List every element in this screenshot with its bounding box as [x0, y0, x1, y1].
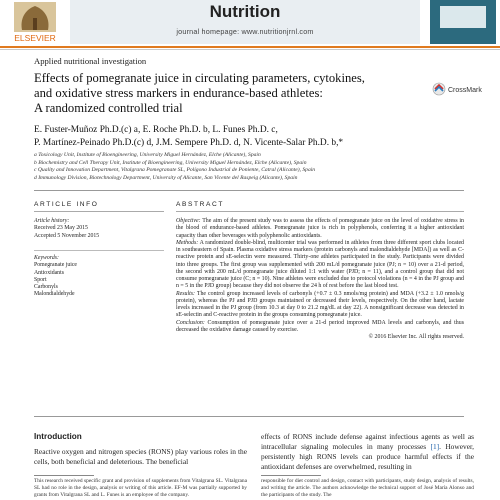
introduction-text-continued: effects of RONS include defense against infectious agents as well as intracellular signaling molecules in many processes [1]. However, persistently high RONS levels can produce harmful effects if the antioxidant defenses are overwhelmed, resulting in	[261, 432, 474, 471]
history-label: Article history:	[34, 218, 70, 224]
accepted-date: Accepted 5 November 2015	[34, 232, 100, 239]
footnote-divider	[261, 475, 321, 476]
section-divider	[34, 416, 464, 417]
elsevier-wordmark: ELSEVIER	[14, 33, 56, 43]
title-line: A randomized controlled trial	[34, 100, 183, 115]
introduction-heading: Introduction	[34, 432, 82, 441]
keywords	[34, 255, 164, 299]
header-divider-thin	[0, 49, 500, 50]
keyword: Pomegranate juice	[34, 262, 77, 269]
journal-title: Nutrition	[209, 2, 281, 21]
keyword: Malondialdehyde	[34, 291, 75, 298]
article-info-divider	[34, 211, 164, 212]
abstract-body	[176, 218, 464, 341]
footnote: responsible for diet control and design, contact with participants, study design, analysis of results, and writing the article. The authors acknowledge the technical support of José María Alonso and the participants of the study. The	[261, 478, 474, 498]
keyword: Sport	[34, 276, 47, 283]
article-history	[34, 218, 164, 240]
abstract-methods: Methods: A randomized double-blind, multicenter trial was performed in athletes from three different sport clubs located in southeastern of Spain. Plasma oxidative stress markers (protein carbonyls and malondialdehyde [MDA]) as well as C-reactive protein and sE-selectin were measured. Thirty-one athletes participated in the study. Participants were divided into three groups. The first group was supplemented with 200 mL/d pomegranate juice (PJ; n = 10) over a 21-d period, the second with 200 mL/d pomegranate juice diluted 1:1 with water (PJD; n = 11), and a control group that did not consume pomegranate juice (C; n = 10). Nine athletes were excluded due to protocol violations (n = 4 in the PJ group and n = 5 in the PJD group) because they did not observe the 24 h of rest before the last blood test.	[176, 239, 464, 290]
abstract-conclusion: Conclusion: Consumption of pomegranate juice over a 21-d period improved MDA levels and carbonyls, and thus decreased the oxidative damage caused by exercise.	[176, 319, 464, 333]
affiliation: a Toxicology Unit, Institute of Bioengineering, University Miguel Hernández, Elche (Alicante), Spain	[34, 152, 261, 158]
journal-homepage[interactable]: journal homepage: www.nutritionjrnl.com	[176, 27, 314, 36]
crossmark-badge[interactable]	[432, 82, 492, 96]
affiliation: b Biochemistry and Cell Therapy Unit, Institute of Bioengineering, University Miguel Hernández, Elche (Alicante), Spain	[34, 159, 307, 166]
journal-banner	[70, 0, 420, 44]
abstract-divider	[176, 211, 464, 212]
copyright: © 2016 Elsevier Inc. All rights reserved.	[368, 334, 464, 340]
keywords-label: Keywords:	[34, 255, 59, 261]
journal-header	[0, 0, 500, 46]
author-line: E. Fuster-Muñoz Ph.D.(c) a, E. Roche Ph.D. b, L. Funes Ph.D. c,	[34, 125, 278, 135]
keywords-divider	[34, 250, 164, 251]
crossmark-label: CrossMark	[448, 87, 482, 94]
title-line: Effects of pomegranate juice in circulating parameters, cytokines,	[34, 71, 365, 85]
footnote: This research received specific grant and provision of supplements from Vitalgrana SL. Vitalgrana SL had no role in the design, analysis or writing of this article. EF-M was partially supported by grants from Vitalgrana SL and L. Funes is an employee of the company.	[34, 478, 247, 498]
reference-link[interactable]: [1]	[430, 442, 440, 451]
author-line: P. Martínez-Peinado Ph.D.(c) d, J.M. Sempere Ph.D. d, N. Vicente-Salar Ph.D. b,*	[34, 137, 344, 148]
title-line: and oxidative stress markers in endurance-based athletes:	[34, 85, 323, 100]
article-title	[34, 71, 454, 115]
footnote-divider	[34, 475, 94, 476]
received-date: Received 23 May 2015	[34, 225, 88, 232]
article-type: Applied nutritional investigation	[34, 56, 147, 66]
keyword: Antioxidants	[34, 269, 64, 276]
abstract-objective: Objective: The aim of the present study was to assess the effects of pomegranate juice on the level of oxidative stress in the blood of endurance-based athletes. Pomegranate juice is rich in polyphenols, conferring it a higher antioxidant capacity than other beverages with polyphenolic antioxidants.	[176, 218, 464, 239]
author-list	[34, 124, 474, 149]
affiliation: d Immunology Division, Biotechnology Department, University of Alicante, San Vicente del Raspeig (Alicante), Spain	[34, 174, 298, 181]
keyword: Carbonyls	[34, 284, 58, 291]
abstract-results: Results: The control group increased levels of carbonyls (+0.7 ± 0.3 nmols/mg protein) and MDA (+3.2 ± 1.0 nmols/g protein), whereas the PJ and PJD groups maintained or decreased their levels, respectively. On the other hand, lactate levels increased in the PJ group (from 10.3 at day 0 to 21.2 mg/dL at day 22). A nonsignificant decrease was detected in sE-selectin and C-reactive protein in the groups consuming pomegranate juice.	[176, 290, 464, 319]
affiliations	[34, 152, 474, 182]
elsevier-logo	[6, 0, 64, 44]
journal-cover-thumbnail	[430, 0, 496, 44]
abstract-heading: ABSTRACT	[176, 201, 224, 208]
header-divider	[0, 46, 500, 48]
introduction-text: Reactive oxygen and nitrogen species (RONS) play various roles in the cells, both beneficial and deleterious. The beneficial	[34, 447, 247, 466]
section-divider	[34, 190, 464, 191]
affiliation: c Quality and Innovation Department, Vitalgrana Pomegranate SL, Polígono Industrial de Poniente, Catral (Alicante), Spain	[34, 167, 316, 174]
article-info-heading: ARTICLE INFO	[34, 201, 99, 208]
